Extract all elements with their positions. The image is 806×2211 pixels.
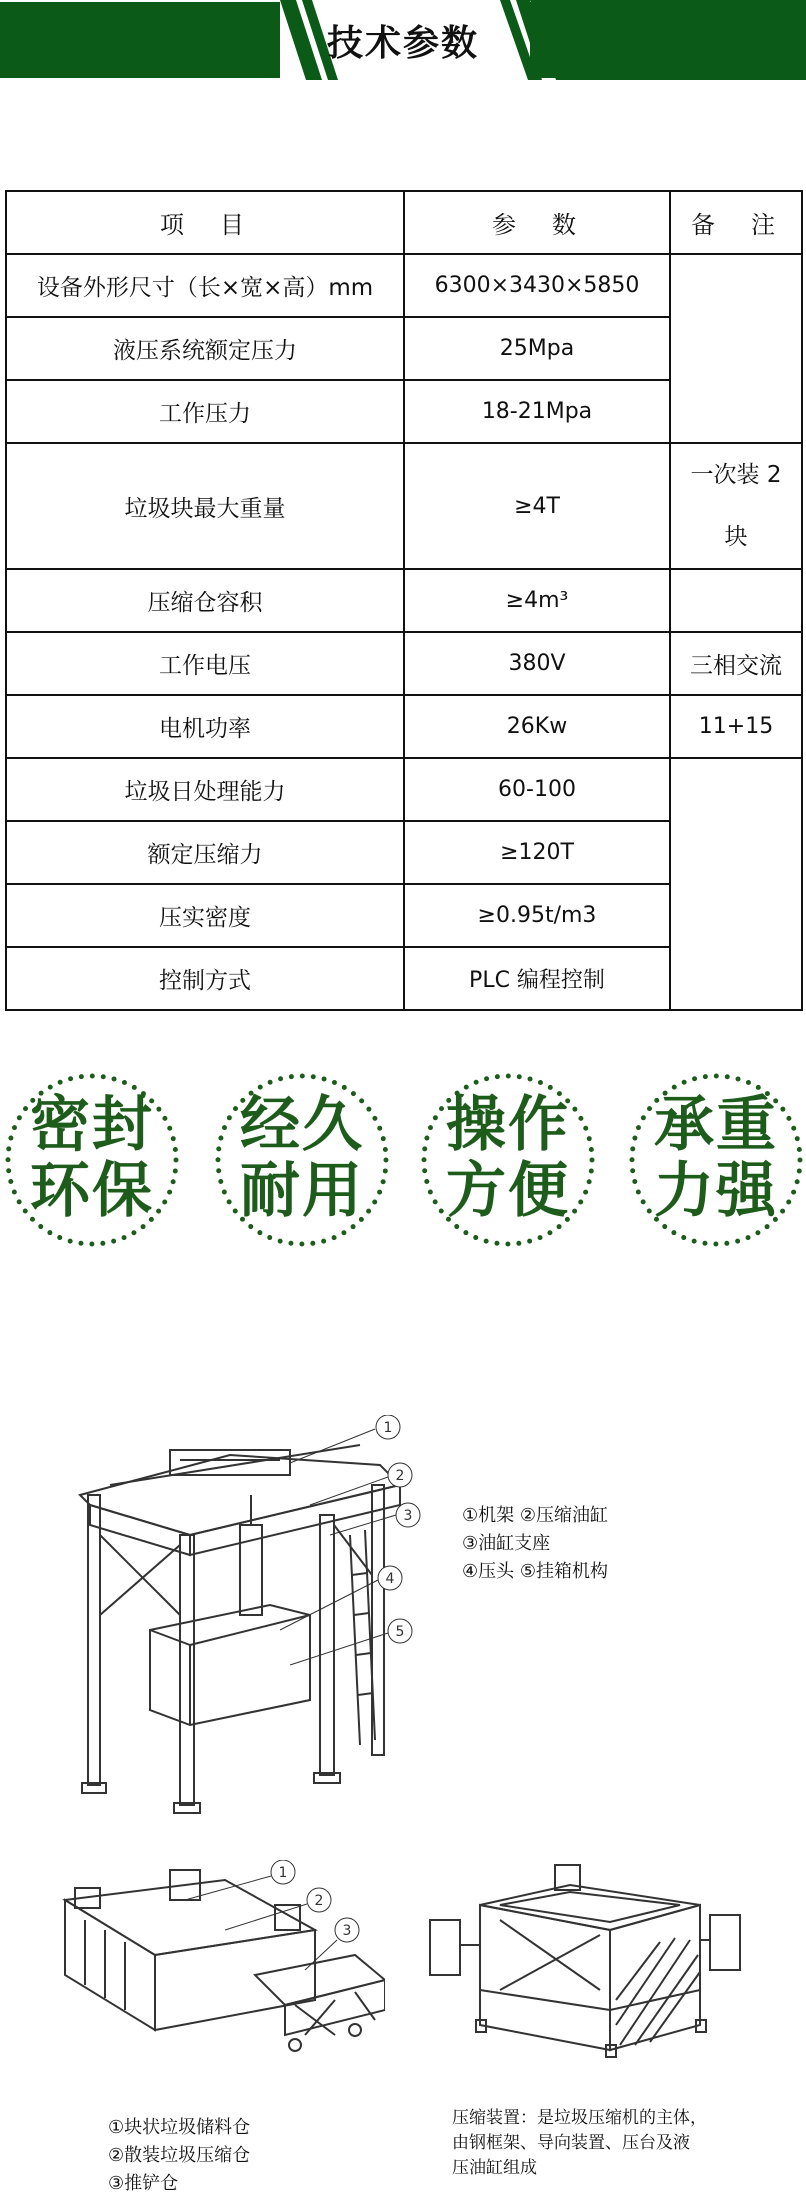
legend-line: 由钢框架、导向装置、压台及液	[452, 2133, 690, 2153]
note-line: 一次装 2	[690, 462, 782, 488]
row-note: 11+15	[670, 695, 802, 758]
legend-line: ①机架 ②压缩油缸	[462, 1505, 608, 1526]
compression-unit-drawing	[420, 1860, 760, 2070]
row-note: 三相交流	[670, 632, 802, 695]
feature-line: 经久	[240, 1090, 364, 1160]
row-note	[670, 443, 802, 569]
feature-line: 耐用	[240, 1156, 364, 1226]
callout-number: 2	[395, 1468, 405, 1484]
row-item: 电机功率	[6, 695, 404, 758]
storage-bin-drawing	[55, 1860, 385, 2080]
row-value: 60-100	[404, 758, 670, 821]
callout-number: 5	[395, 1624, 405, 1640]
callout-number: 3	[342, 1923, 352, 1939]
table-row	[6, 695, 802, 758]
row-value: 18-21Mpa	[404, 380, 670, 443]
table-row	[6, 758, 802, 821]
table-row	[6, 632, 802, 695]
callout-number: 4	[385, 1571, 395, 1587]
row-value: ≥4T	[404, 443, 670, 569]
legend-line: 压缩装置：是垃圾压缩机的主体，	[452, 2108, 707, 2128]
header-item: 项 目	[6, 191, 404, 254]
row-value: ≥4m³	[404, 569, 670, 632]
feature-line: 方便	[446, 1156, 570, 1226]
table-row	[6, 254, 802, 317]
callout-number: 3	[403, 1508, 413, 1524]
legend-line: ②散装垃圾压缩仓	[108, 2145, 251, 2166]
table-row	[6, 443, 802, 569]
diagram3-legend	[452, 2106, 707, 2181]
row-item: 控制方式	[6, 947, 404, 1010]
feature-text	[418, 1092, 598, 1224]
feature-badge	[626, 1070, 806, 1250]
row-note-empty	[670, 254, 802, 443]
row-item: 设备外形尺寸（长×宽×高）mm	[6, 254, 404, 317]
feature-line: 环保	[30, 1156, 154, 1226]
callout-number: 1	[383, 1420, 393, 1436]
row-value: 25Mpa	[404, 317, 670, 380]
spec-table	[5, 190, 803, 1011]
row-item: 液压系统额定压力	[6, 317, 404, 380]
gantry-frame-drawing	[60, 1415, 440, 1815]
header-note: 备 注	[670, 191, 802, 254]
feature-text	[2, 1092, 182, 1224]
feature-badge	[212, 1070, 392, 1250]
page-title: 技术参数	[326, 22, 479, 64]
header-value: 参 数	[404, 191, 670, 254]
legend-line: ③推铲仓	[108, 2173, 179, 2194]
row-note-empty	[670, 758, 802, 1010]
legend-line: 压油缸组成	[452, 2158, 537, 2178]
row-item: 垃圾块最大重量	[6, 443, 404, 569]
row-value: ≥120T	[404, 821, 670, 884]
feature-line: 密封	[30, 1090, 154, 1160]
header-banner	[0, 0, 806, 80]
row-item: 工作电压	[6, 632, 404, 695]
row-item: 工作压力	[6, 380, 404, 443]
row-value: ≥0.95t/m3	[404, 884, 670, 947]
row-item: 额定压缩力	[6, 821, 404, 884]
callout-number: 2	[314, 1893, 324, 1909]
row-item: 垃圾日处理能力	[6, 758, 404, 821]
legend-line: ③油缸支座	[462, 1533, 551, 1554]
feature-badges	[0, 1070, 806, 1255]
diagram1-legend	[462, 1502, 608, 1586]
feature-text	[626, 1092, 806, 1224]
legend-line: ④压头 ⑤挂箱机构	[462, 1561, 608, 1582]
feature-line: 力强	[654, 1156, 778, 1226]
legend-line: ①块状垃圾储料仓	[108, 2117, 251, 2138]
feature-badge	[418, 1070, 598, 1250]
callout-number: 1	[278, 1865, 288, 1881]
row-note-empty	[670, 569, 802, 632]
feature-text	[212, 1092, 392, 1224]
row-value: 26Kw	[404, 695, 670, 758]
feature-line: 操作	[446, 1090, 570, 1160]
row-value: 380V	[404, 632, 670, 695]
row-item: 压缩仓容积	[6, 569, 404, 632]
row-value: 6300×3430×5850	[404, 254, 670, 317]
table-row	[6, 569, 802, 632]
feature-line: 承重	[654, 1090, 778, 1160]
row-item: 压实密度	[6, 884, 404, 947]
note-line: 块	[724, 524, 748, 550]
table-header-row	[6, 191, 802, 254]
row-value: PLC 编程控制	[404, 947, 670, 1010]
diagram2-legend	[108, 2114, 250, 2198]
feature-badge	[2, 1070, 182, 1250]
